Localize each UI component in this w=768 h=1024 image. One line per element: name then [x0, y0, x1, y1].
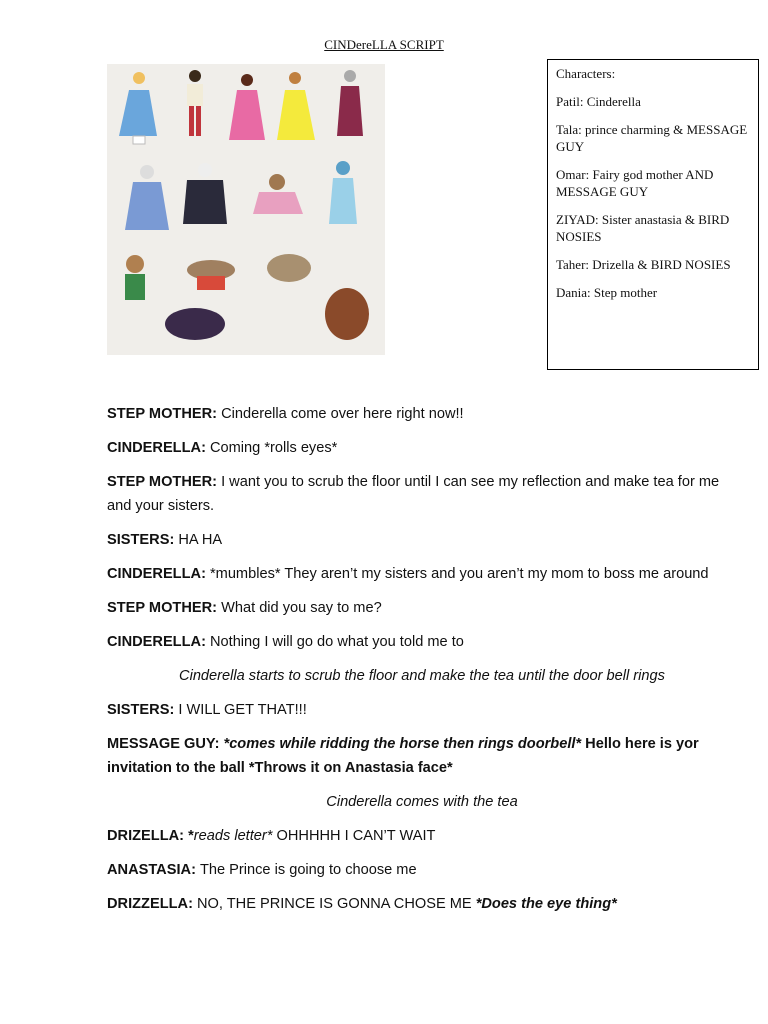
mouse-red-figure [187, 260, 235, 290]
speaker-name: STEP MOTHER [107, 474, 213, 490]
script-line: DRIZZELLA: NO, THE PRINCE IS GONNA CHOSE ME *Does the eye thing* [107, 896, 617, 912]
character-item: Dania: Step mother [556, 285, 658, 300]
cinderella-figure [119, 72, 157, 144]
dialogue-text: Cinderella come over here right now!! [221, 406, 464, 422]
dialogue-text: I WILL GET THAT!!! [178, 702, 307, 718]
script-line: CINDERELLA: Nothing I will go do what you told me to [107, 634, 464, 650]
cat-figure [165, 308, 225, 340]
speaker-name: CINDERELLA [107, 566, 202, 582]
page-title: CINDereLLA SCRIPT [324, 37, 444, 52]
dialogue-text: *mumbles* They aren’t my sisters and you aren’t my mom to boss me around [209, 566, 709, 582]
script-line: CINDERELLA: Coming *rolls eyes* [107, 440, 338, 456]
character-item: Omar: Fairy god mother AND MESSAGE GUY [556, 167, 714, 199]
character-item: Tala: prince charming & MESSAGE GUY [556, 122, 748, 154]
speaker-name: DRIZZELLA [107, 896, 189, 912]
character-item: Patil: Cinderella [556, 94, 641, 109]
character-item: Taher: Drizella & BIRD NOSIES [556, 257, 731, 272]
characters-box [547, 59, 759, 370]
dialogue-text: What did you say to me? [221, 600, 382, 616]
script-line: SISTERS: HA HA [107, 532, 223, 548]
speaker-name: STEP MOTHER [107, 600, 213, 616]
speaker-name: CINDERELLA [107, 634, 202, 650]
speaker-name: ANASTASIA [107, 862, 192, 878]
script-line: STEP MOTHER: I want you to scrub the floor until I can see my reflection and make tea for me and your sisters. [107, 474, 720, 514]
character-illustration [107, 64, 385, 355]
script-line: ANASTASIA: The Prince is going to choose me [107, 862, 417, 878]
speaker-name: SISTERS [107, 702, 170, 718]
action-text: reads letter* [193, 828, 273, 844]
script-body [107, 402, 737, 926]
speaker-name: MESSAGE GUY [107, 736, 215, 752]
script-line: STEP MOTHER: What did you say to me? [107, 600, 382, 616]
dialogue-text: OHHHHH I CAN’T WAIT [272, 828, 436, 844]
dialogue-text: I want you to scrub the floor until I can see my reflection and make tea for me and your sisters. [107, 474, 720, 514]
dialogue-text: HA HA [178, 532, 223, 548]
characters-header: Characters: [556, 66, 616, 81]
speaker-name: SISTERS [107, 532, 170, 548]
stage-direction: Cinderella starts to scrub the floor and make the tea until the door bell rings [179, 668, 665, 684]
stepmother-figure [337, 70, 363, 136]
action-text: *comes while ridding the horse then rings doorbell* [223, 736, 582, 752]
fairy-godmother-figure [125, 165, 169, 230]
dialogue-text: The Prince is going to choose me [199, 862, 417, 878]
stepsister-yellow-figure [277, 72, 315, 140]
action-marker: * [188, 828, 194, 844]
dialogue-text: Hello here is yor invitation to the ball *Throws it on Anastasia face* [107, 736, 699, 776]
stepsister-pink-figure [229, 74, 265, 140]
dialogue-text: Coming *rolls eyes* [209, 440, 338, 456]
speaker-name: DRIZELLA [107, 828, 180, 844]
prince-figure [187, 70, 203, 136]
script-line: DRIZELLA: *reads letter* OHHHHH I CAN’T WAIT [107, 828, 436, 844]
script-line: CINDERELLA: *mumbles* They aren’t my sisters and you aren’t my mom to boss me around [107, 566, 709, 582]
dialogue-text: NO, THE PRINCE IS GONNA CHOSE ME [197, 896, 476, 912]
mouse-green-figure [125, 255, 145, 300]
mouse-dress-figure [253, 174, 303, 214]
script-line: MESSAGE GUY: *comes while ridding the horse then rings doorbell* Hello here is yor invitation to the ball *Throws it on Anastasia face* [107, 736, 699, 776]
bird-figure [329, 161, 357, 224]
mouse-gray-figure [267, 254, 311, 282]
dog-figure [325, 288, 369, 340]
king-figure [183, 163, 227, 224]
script-line: STEP MOTHER: Cinderella come over here right now!! [107, 406, 464, 422]
character-item: ZIYAD: Sister anastasia & BIRD NOSIES [556, 212, 730, 244]
dialogue-text: Nothing I will go do what you told me to [209, 634, 464, 650]
action-text: *Does the eye thing* [475, 896, 617, 912]
stage-direction: Cinderella comes with the tea [326, 794, 518, 810]
speaker-name: CINDERELLA [107, 440, 202, 456]
speaker-name: STEP MOTHER [107, 406, 213, 422]
script-line: SISTERS: I WILL GET THAT!!! [107, 702, 307, 718]
